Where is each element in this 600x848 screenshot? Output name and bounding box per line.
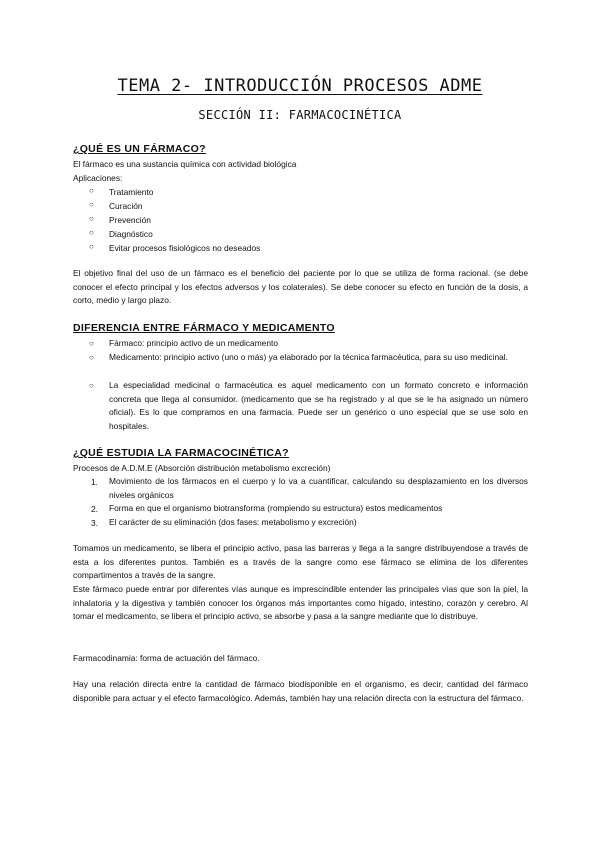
list-item: El carácter de su eliminación (dos fases: metabolismo y excreción) [109, 517, 357, 527]
bullet-icon: ○ [89, 242, 94, 251]
list-item: Curación [109, 201, 143, 211]
bullet-icon: ○ [89, 339, 94, 348]
paragraph-relacion: Hay una relación directa entre la cantidad de fármaco biodisponible en el organismo, es decir, cantidad del fármaco disponible para actuar y el efecto farmacológico. Además, también hay una relación directa con la estructura del fármaco. [73, 679, 528, 703]
bullet-icon: ○ [89, 214, 94, 223]
section-subtitle: SECCIÓN II: FARMACOCINÉTICA [198, 108, 402, 122]
paragraph-farmacodinamia: Farmacodinamia: forma de actuación del fármaco. [73, 653, 260, 663]
definition-text: El fármaco es una sustancia química con actividad biológica [73, 159, 297, 169]
list-item: La especialidad medicinal o farmacéutica es aquel medicamento con un formato concreto e información concreta que llega al consumidor. (medicamento que se ha registrado y al que se le ha asignado un número oficial). Es lo que compramos en una farmacia. Puede ser un genérico o uno especial que se use solo en hospitales. [109, 380, 528, 431]
list-item: Forma en que el organismo biotransforma (rompiendo su estructura) estos medicamentos [109, 503, 443, 513]
bullet-icon: ○ [89, 381, 94, 390]
heading-que-estudia: ¿QUÉ ESTUDIA LA FARMACOCINÉTICA? [73, 447, 289, 459]
paragraph-tomamos: Tomamos un medicamento, se libera el principio activo, pasa las barreras y llega a la sangre distribuyendose a través de esta a los diferentes puntos. También es a través de la sangre como ese fármaco se elimina de los diferentes compartimentos a través de la sangre. [73, 543, 528, 580]
document-title: TEMA 2- INTRODUCCIÓN PROCESOS ADME [117, 76, 483, 96]
applications-label: Aplicaciones: [73, 173, 123, 183]
objetivo-paragraph: El objetivo final del uso de un fármaco es el beneficio del paciente por lo que se utiliza de forma racional. (se debe conocer el efecto principal y los efectos adversos y los colaterales). Se debe conocer su efecto en función de la dosis, a corto, medio y largo plazo. [73, 268, 528, 305]
bullet-icon: ○ [89, 200, 94, 209]
list-item: Fármaco: principio activo de un medicamento [109, 338, 278, 348]
bullet-icon: ○ [89, 186, 94, 195]
step-number: 3. [91, 518, 98, 528]
list-item: Diagnóstico [109, 229, 153, 239]
heading-que-es-farmaco: ¿QUÉ ES UN FÁRMACO? [73, 143, 206, 155]
heading-diferencia: DIFERENCIA ENTRE FÁRMACO Y MEDICAMENTO [73, 322, 335, 334]
list-item: Medicamento: principio activo (uno o más) ya elaborado por la técnica farmacéutica, para su uso medicinal. [109, 352, 508, 362]
list-item: Evitar procesos fisiológicos no deseados [109, 243, 261, 253]
bullet-icon: ○ [89, 353, 94, 362]
bullet-icon: ○ [89, 228, 94, 237]
list-item: Tratamiento [109, 187, 154, 197]
paragraph-vias: Este fármaco puede entrar por diferentes vías aunque es imprescindible entender las principales vías que son la piel, la inhalatoria y la digestiva y también conocer los órganos más importantes como hígado, intestino, corazón y cerebro. Al tomar el medicamento, se libera el principio activo, se absorbe y pasa a la sangre mediante que lo distribuye. [73, 584, 528, 621]
step-number: 2. [91, 504, 98, 514]
list-item: Movimiento de los fármacos en el cuerpo y lo va a cuantificar, calculando su desplazamiento en los diversos niveles orgánicos [109, 476, 528, 500]
step-number: 1. [91, 477, 98, 487]
procesos-text: Procesos de A.D.M.E (Absorción distribución metabolismo excreción) [73, 463, 331, 473]
list-item: Prevención [109, 215, 151, 225]
